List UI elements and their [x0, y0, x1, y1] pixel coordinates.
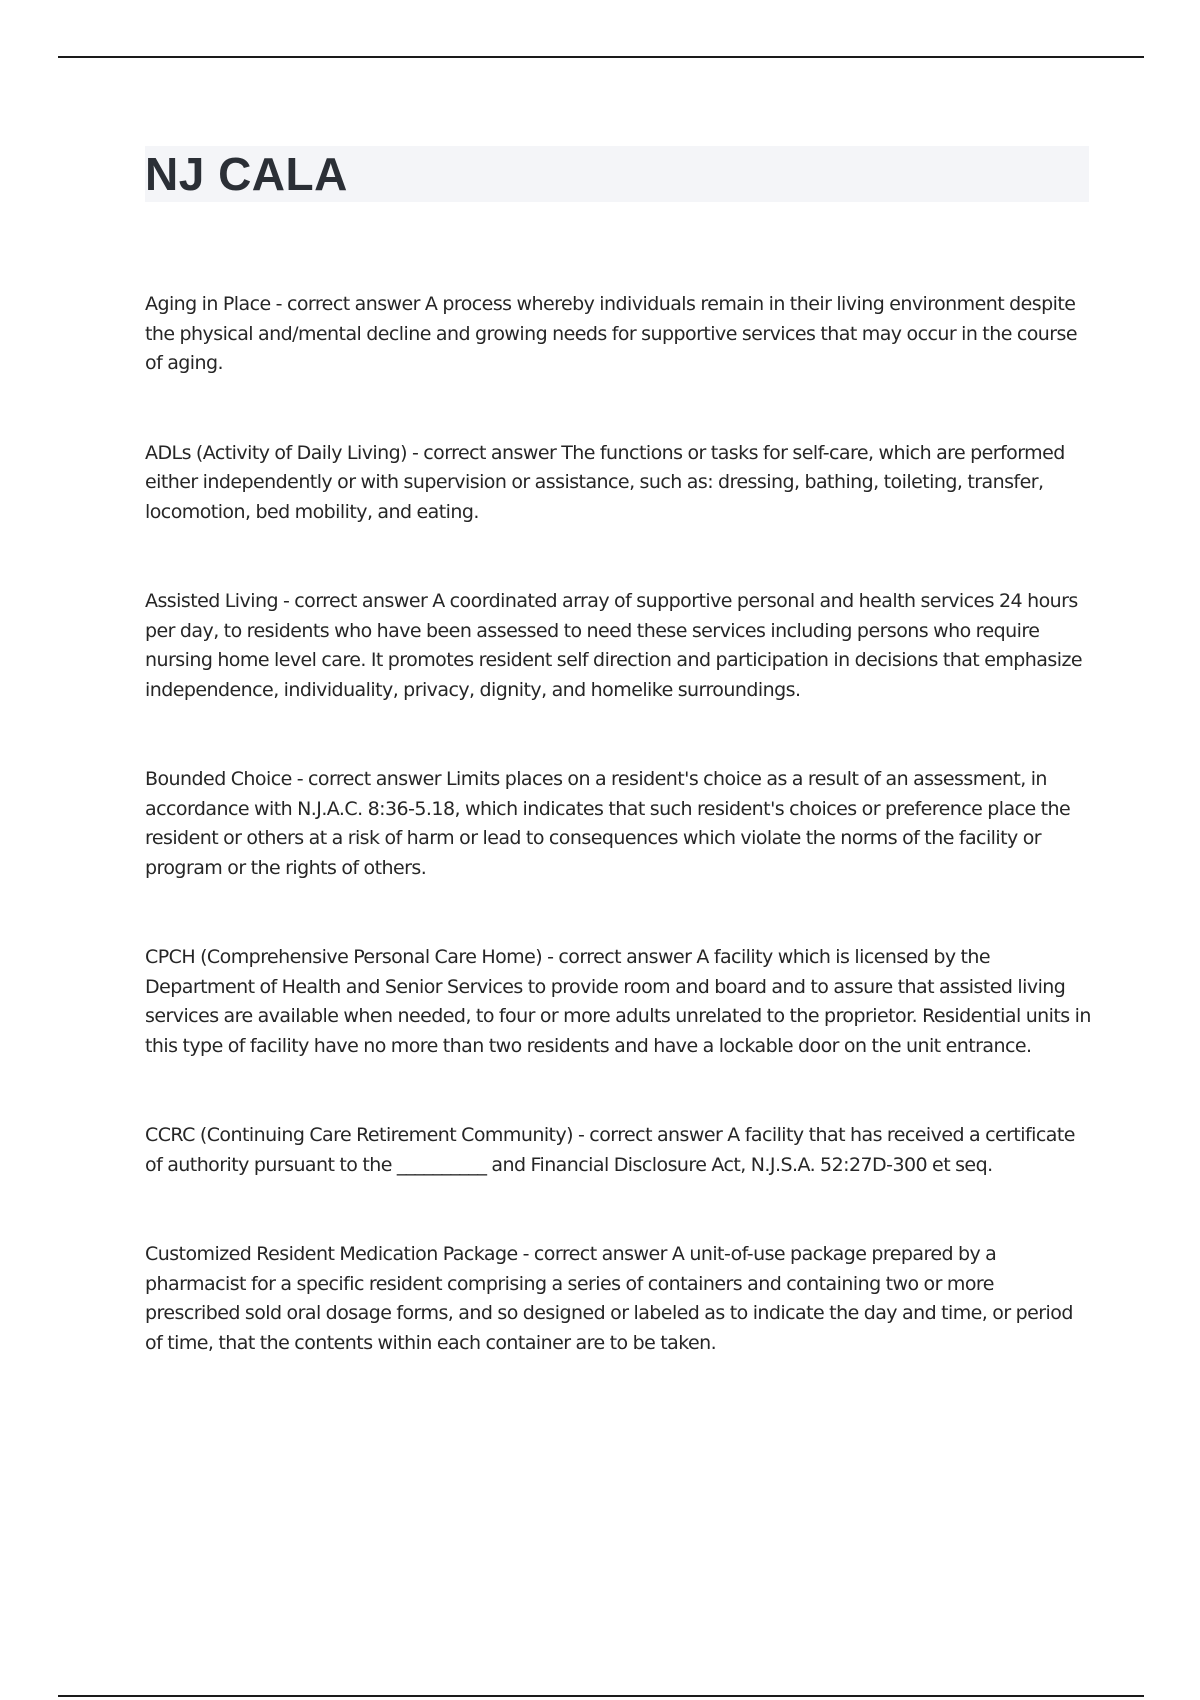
- header-rule: [58, 56, 1144, 58]
- title-band: [145, 146, 1089, 202]
- entry-ccrc: CCRC (Continuing Care Retirement Community) - correct answer A facility that has received a certificate of authority pursuant to the __________ and Financial Disclosure Act, N.J.S.A. 52:27D-300 et seq.: [145, 1124, 1075, 1176]
- entry-aging-in-place: Aging in Place - correct answer A process whereby individuals remain in their living environment despite the physical and/mental decline and growing needs for supportive services that may occur in the course of aging.: [145, 293, 1078, 374]
- entry-cpch: CPCH (Comprehensive Personal Care Home) - correct answer A facility which is licensed by the Department of Health and Senior Services to provide room and board and to assure that assisted living services are available when needed, to four or more adults unrelated to the proprietor. Residential units in this type of facility have no more than two residents and have a lockable door on the unit entrance.: [145, 946, 1091, 1057]
- entry-adls: ADLs (Activity of Daily Living) - correct answer The functions or tasks for self-care, which are performed either independently or with supervision or assistance, such as: dressing, bathing, toileting, transfer, locomotion, bed mobility, and eating.: [145, 441, 1065, 523]
- entry-bounded-choice: Bounded Choice - correct answer Limits places on a resident's choice as a result of an assessment, in accordance with N.J.A.C. 8:36-5.18, which indicates that such resident's choices or preference place the resident or others at a risk of harm or lead to consequences which violate the norms of the facility or program or the rights of others.: [145, 768, 1071, 879]
- entry-customized-medication-package: Customized Resident Medication Package - correct answer A unit-of-use package prepared by a pharmacist for a specific resident comprising a series of containers and containing two or more prescribed sold oral dosage forms, and so designed or labeled as to indicate the day and time, or period of time, that the contents within each container are to be taken.: [145, 1243, 1073, 1354]
- entry-assisted-living: Assisted Living - correct answer A coordinated array of supportive personal and health services 24 hours per day, to residents who have been assessed to need these services including persons who require nursing home level care. It promotes resident self direction and participation in decisions that emphasize independence, individuality, privacy, dignity, and homelike surroundings.: [145, 590, 1083, 701]
- footer-rule: [58, 1695, 1144, 1697]
- flashcard-list: [145, 290, 1091, 1418]
- page-title: NJ CALA: [145, 148, 348, 200]
